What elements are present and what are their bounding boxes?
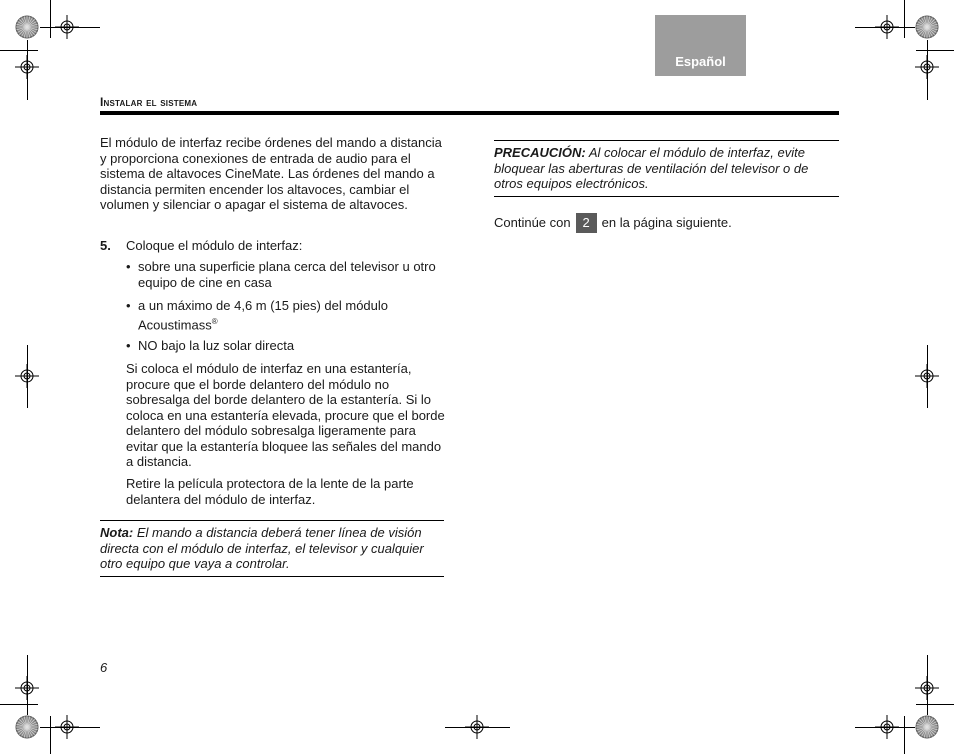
- crop-line: [0, 50, 38, 51]
- language-tab: [655, 15, 746, 76]
- bullet-text-main: a un máximo de 4,6 m (15 pies) del módulo Acoustimass: [138, 298, 389, 332]
- crop-line: [904, 0, 905, 38]
- note-text: El mando a distancia deberá tener línea de visión directa con el módulo de interfaz, el televisor y cualquier otro equipo que vaya a controlar.: [100, 525, 424, 571]
- bullet-text: NO bajo la luz solar directa: [138, 338, 295, 353]
- crop-line: [445, 727, 510, 728]
- crop-line: [27, 655, 28, 715]
- continue-after: en la página siguiente.: [601, 215, 732, 231]
- crop-line: [855, 27, 915, 28]
- crop-line: [50, 0, 51, 38]
- language-tab-label: Español: [675, 54, 726, 69]
- step-number: 5.: [100, 238, 111, 253]
- starburst-mark-icon: [15, 15, 39, 39]
- continue-before: Continúe con: [494, 215, 571, 231]
- caution-box: [494, 140, 839, 197]
- shelf-paragraph: Si coloca el módulo de interfaz en una estantería, procure que el borde delantero del módulo no sobresalga del borde delantero de la estantería. Si lo coloca en una estantería elevada, procure que el borde delantero del módulo sobresalga ligeramente para evitar que la estantería bloquee las señales del mando a distancia.: [126, 361, 445, 469]
- continue-line: [494, 213, 732, 233]
- bullet-text: [138, 298, 446, 332]
- crop-line: [50, 716, 51, 754]
- starburst-mark-icon: [15, 715, 39, 739]
- starburst-mark-icon: [915, 715, 939, 739]
- bullet-text: sobre una superficie plana cerca del televisor u otro equipo de cine en casa: [138, 259, 436, 290]
- crop-line: [40, 727, 100, 728]
- bullet-dot: •: [126, 338, 131, 353]
- crop-line: [916, 704, 954, 705]
- registered-mark: ®: [211, 316, 218, 326]
- bullet-item: [126, 338, 446, 354]
- bullet-item: [126, 298, 446, 332]
- crop-line: [40, 27, 100, 28]
- crop-line: [904, 716, 905, 754]
- crop-line: [927, 345, 928, 408]
- intro-paragraph: El módulo de interfaz recibe órdenes del mando a distancia y proporciona conexiones de entrada de audio para el sistema de altavoces CineMate. Las órdenes del mando a distancia permiten encender los altavoces, cambiar el volumen y silenciar o apagar el sistema de altavoces.: [100, 135, 442, 212]
- crop-line: [27, 40, 28, 100]
- starburst-mark-icon: [915, 15, 939, 39]
- section-title: Instalar el sistema: [100, 95, 198, 109]
- section-rule: [100, 111, 839, 115]
- crop-line: [916, 50, 954, 51]
- bullet-dot: •: [126, 298, 131, 313]
- step-badge[interactable]: 2: [576, 213, 597, 233]
- bullet-dot: •: [126, 259, 131, 274]
- film-paragraph: Retire la película protectora de la lente de la parte delantera del módulo de interfaz.: [126, 476, 414, 507]
- caution-text: Al colocar el módulo de interfaz, evite bloquear las aberturas de ventilación del televisor o de otros equipos electrónicos.: [494, 145, 809, 191]
- crop-line: [0, 704, 38, 705]
- crop-line: [27, 345, 28, 408]
- crop-line: [855, 727, 915, 728]
- crop-line: [927, 655, 928, 715]
- page-number: 6: [100, 660, 108, 675]
- bullet-item: [126, 259, 446, 290]
- crop-line: [927, 40, 928, 100]
- caution-label: PRECAUCIÓN:: [494, 145, 586, 160]
- note-box: [100, 520, 444, 577]
- note-label: Nota:: [100, 525, 134, 540]
- step-text: Coloque el módulo de interfaz:: [126, 238, 303, 253]
